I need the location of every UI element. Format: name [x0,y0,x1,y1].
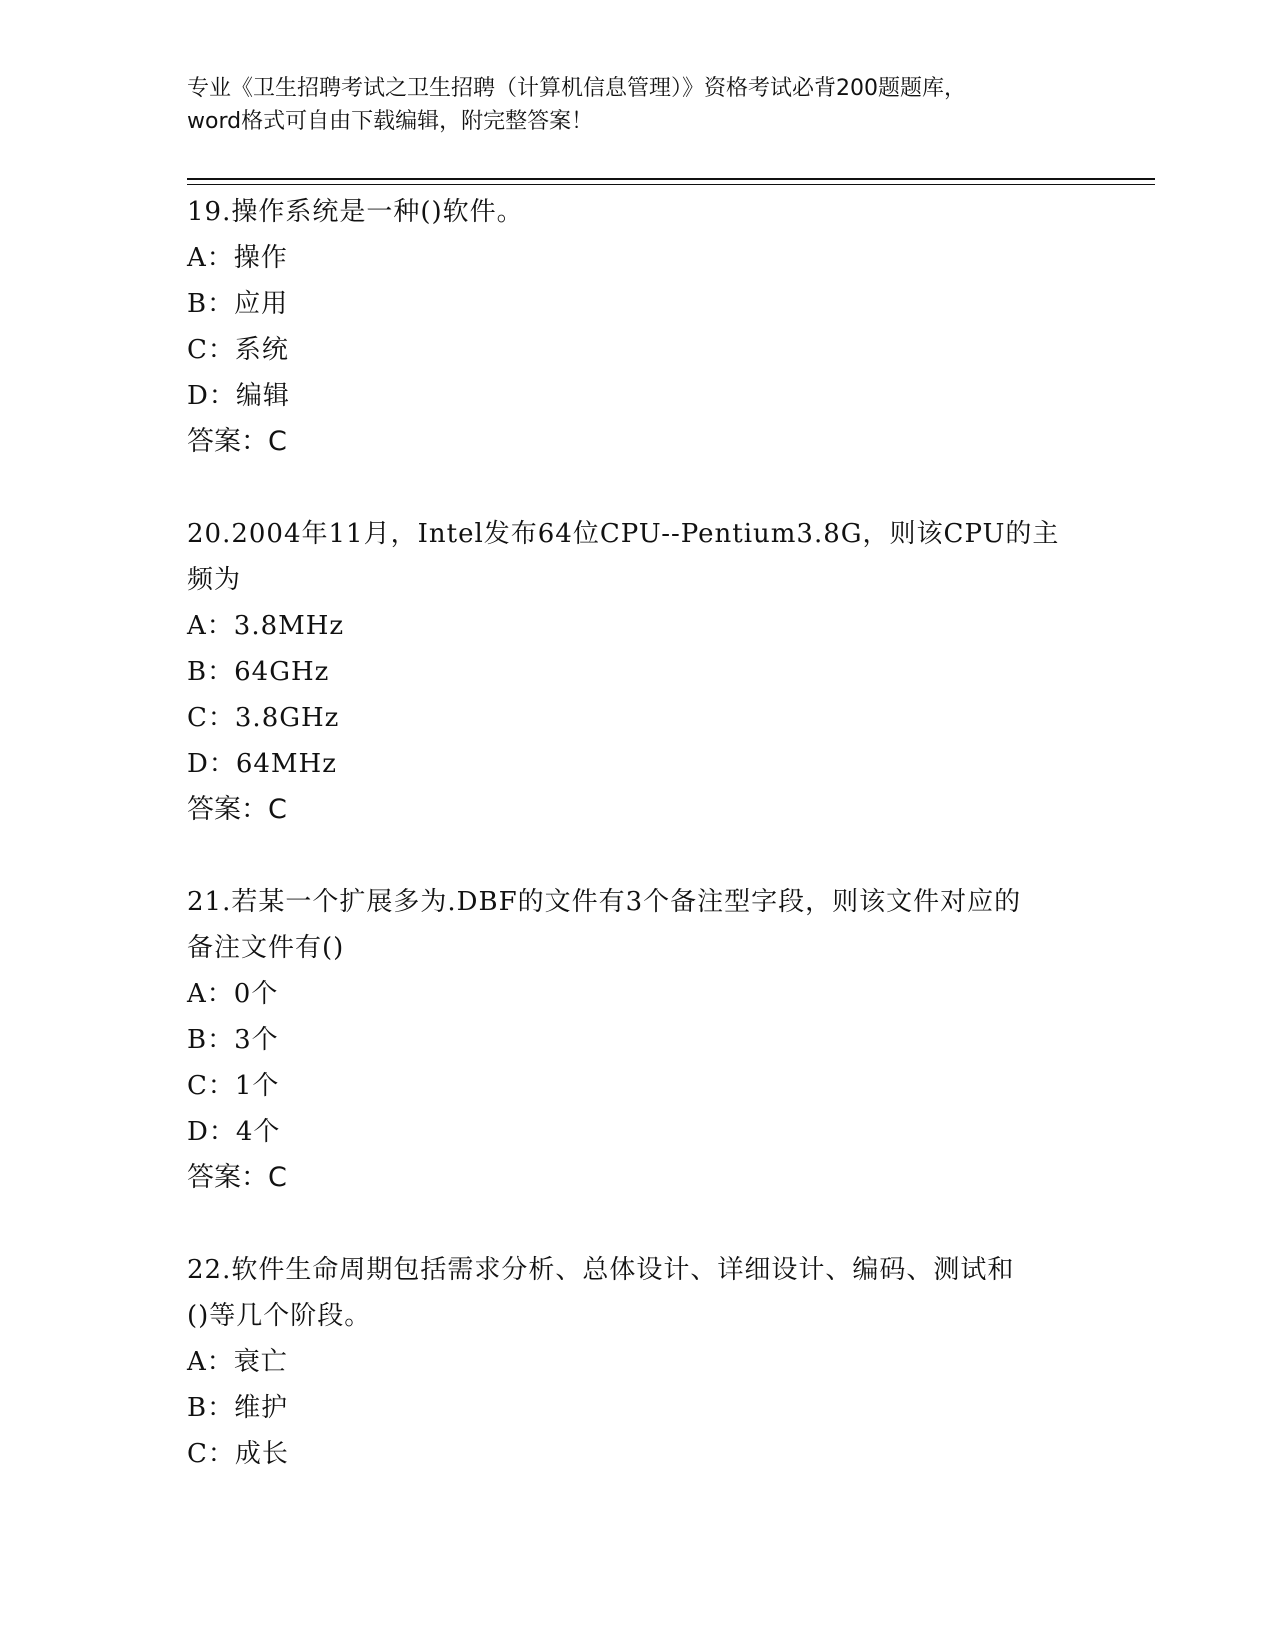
question-stem-continued: ()等几个阶段。 [187,1301,372,1331]
option-c: C：1个 [187,1071,280,1101]
option-d: D：4个 [187,1117,281,1147]
question-stem: 21.若某一个扩展多为.DBF的文件有3个备注型字段，则该文件对应的 [187,887,1022,917]
option-a: A：衰亡 [187,1347,288,1377]
question-22 [187,1247,1087,1477]
question-list [187,189,1087,1523]
option-d: D：64MHz [187,749,337,779]
option-a: A：操作 [187,243,288,273]
question-20 [187,511,1087,833]
question-stem: 19.操作系统是一种()软件。 [187,197,524,227]
option-c: C：3.8GHz [187,703,340,733]
header-divider-thin [187,184,1155,185]
question-19 [187,189,1087,465]
question-stem-continued: 频为 [187,565,242,595]
question-stem-continued: 备注文件有() [187,933,345,963]
answer-label: 答案：C [187,1162,287,1193]
header-line-2: word格式可自由下载编辑，附完整答案！ [187,109,594,134]
option-a: A：3.8MHz [187,611,345,641]
header-divider-thick [187,178,1155,180]
option-b: B：维护 [187,1393,289,1423]
option-b: B：64GHz [187,657,330,687]
answer-label: 答案：C [187,426,287,457]
option-c: C：系统 [187,335,289,365]
option-b: B：应用 [187,289,289,319]
answer-label: 答案：C [187,794,287,825]
option-b: B：3个 [187,1025,279,1055]
question-stem: 20.2004年11月，Intel发布64位CPU--Pentium3.8G，则该CPU的主 [187,519,1060,549]
question-stem: 22.软件生命周期包括需求分析、总体设计、详细设计、编码、测试和 [187,1255,1015,1285]
header-line-1: 专业《卫生招聘考试之卫生招聘（计算机信息管理）》资格考试必背200题题库， [187,76,966,101]
document-header [187,72,1087,138]
option-c: C：成长 [187,1439,289,1469]
question-21 [187,879,1087,1201]
option-d: D：编辑 [187,381,290,411]
option-a: A：0个 [187,979,279,1009]
